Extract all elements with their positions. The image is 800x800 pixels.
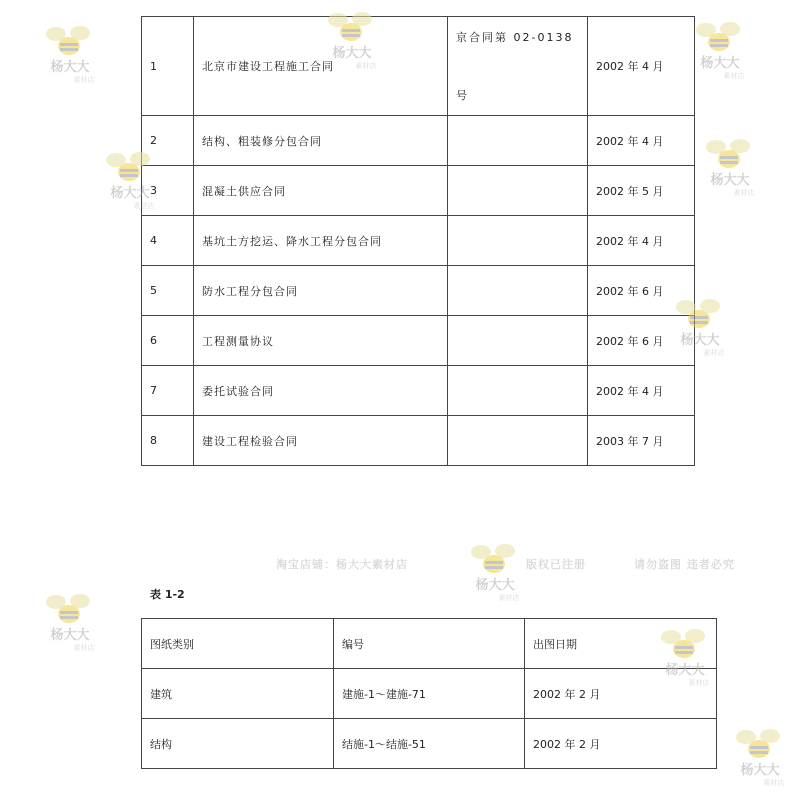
svg-text:杨大大: 杨大大: [680, 333, 720, 348]
table-row: [142, 669, 717, 719]
contract-date: 2002 年 4 月: [588, 216, 695, 266]
drawing-number: 建施-1～建施-71: [334, 669, 525, 719]
contract-number: [448, 266, 588, 316]
contract-date: 2002 年 5 月: [588, 166, 695, 216]
contract-name: 北京市建设工程施工合同: [194, 17, 448, 116]
drawing-date: 2002 年 2 月: [525, 669, 717, 719]
contracts-table: [141, 16, 695, 466]
contract-date: 2002 年 4 月: [588, 116, 695, 166]
table-row: [142, 719, 717, 769]
watermark-bee-logo: [40, 22, 100, 86]
contract-number: [448, 316, 588, 366]
svg-text:杨大大: 杨大大: [110, 186, 150, 201]
row-number: 1: [142, 17, 194, 116]
header-number: 编号: [334, 619, 525, 669]
watermark-warning-text: 请勿盗图 违者必究: [634, 558, 735, 571]
svg-text:素材店: 素材店: [133, 202, 155, 210]
svg-text:素材店: 素材店: [688, 679, 710, 687]
table-header-row: [142, 619, 717, 669]
contract-date: 2002 年 6 月: [588, 316, 695, 366]
row-number: 7: [142, 366, 194, 416]
row-number: 4: [142, 216, 194, 266]
contract-number: [448, 17, 588, 116]
table-row: [142, 216, 695, 266]
header-date: 出图日期: [525, 619, 717, 669]
contract-number: [448, 116, 588, 166]
row-number: 8: [142, 416, 194, 466]
contract-name: 建设工程检验合同: [194, 416, 448, 466]
table-row: [142, 116, 695, 166]
svg-text:杨大大: 杨大大: [665, 663, 705, 678]
row-number: 2: [142, 116, 194, 166]
contract-number: [448, 166, 588, 216]
contract-name: 委托试验合同: [194, 366, 448, 416]
table-row: [142, 17, 695, 116]
svg-text:素材店: 素材店: [498, 594, 520, 602]
watermark-bee-logo: [700, 135, 760, 199]
watermark-rights-text: 版权已注册: [526, 558, 586, 571]
svg-text:素材店: 素材店: [723, 72, 745, 80]
row-number: 5: [142, 266, 194, 316]
contract-number-line1: 京合同第 02-0138: [456, 31, 574, 44]
watermark-bee-logo: [322, 8, 382, 72]
watermark-bee-logo: [655, 625, 715, 689]
svg-text:素材店: 素材店: [355, 62, 377, 70]
row-number: 3: [142, 166, 194, 216]
table-row: [142, 316, 695, 366]
contract-number-line2: 号: [456, 89, 469, 102]
svg-text:素材店: 素材店: [763, 779, 785, 787]
contract-name: 混凝土供应合同: [194, 166, 448, 216]
row-number: 6: [142, 316, 194, 366]
svg-text:杨大大: 杨大大: [740, 763, 780, 778]
table-row: [142, 416, 695, 466]
svg-text:杨大大: 杨大大: [50, 60, 90, 75]
header-category: 图纸类别: [142, 619, 334, 669]
contract-date: 2002 年 4 月: [588, 366, 695, 416]
svg-text:素材店: 素材店: [73, 644, 95, 652]
table-row: [142, 166, 695, 216]
watermark-bee-logo: [40, 590, 100, 654]
watermark-bee-logo: [690, 18, 750, 82]
drawing-number: 结施-1～结施-51: [334, 719, 525, 769]
contract-date: 2002 年 4 月: [588, 17, 695, 116]
svg-text:素材店: 素材店: [73, 76, 95, 84]
contract-number: [448, 416, 588, 466]
drawing-category: 建筑: [142, 669, 334, 719]
table-row: [142, 366, 695, 416]
drawing-category: 结构: [142, 719, 334, 769]
watermark-bee-logo: [670, 295, 730, 359]
svg-text:素材店: 素材店: [733, 189, 755, 197]
contract-name: 防水工程分包合同: [194, 266, 448, 316]
contract-name: 工程测量协议: [194, 316, 448, 366]
table-row: [142, 266, 695, 316]
contract-number: [448, 366, 588, 416]
drawing-date: 2002 年 2 月: [525, 719, 717, 769]
contract-name: 结构、粗装修分包合同: [194, 116, 448, 166]
contract-date: 2002 年 6 月: [588, 266, 695, 316]
contract-date: 2003 年 7 月: [588, 416, 695, 466]
svg-text:杨大大: 杨大大: [332, 46, 372, 61]
table-caption: 表 1-2: [150, 588, 185, 601]
svg-text:杨大大: 杨大大: [50, 628, 90, 643]
svg-text:杨大大: 杨大大: [710, 173, 750, 188]
contract-name: 基坑土方挖运、降水工程分包合同: [194, 216, 448, 266]
watermark-bee-logo: [730, 725, 790, 789]
watermark-bee-logo: [465, 540, 525, 604]
svg-text:杨大大: 杨大大: [700, 56, 740, 71]
watermark-shop-text: 淘宝店铺：杨大大素材店: [276, 558, 408, 571]
svg-text:素材店: 素材店: [703, 349, 725, 357]
svg-text:杨大大: 杨大大: [475, 578, 515, 593]
watermark-bee-logo: [100, 148, 160, 212]
drawings-table: [141, 618, 717, 769]
contract-number: [448, 216, 588, 266]
